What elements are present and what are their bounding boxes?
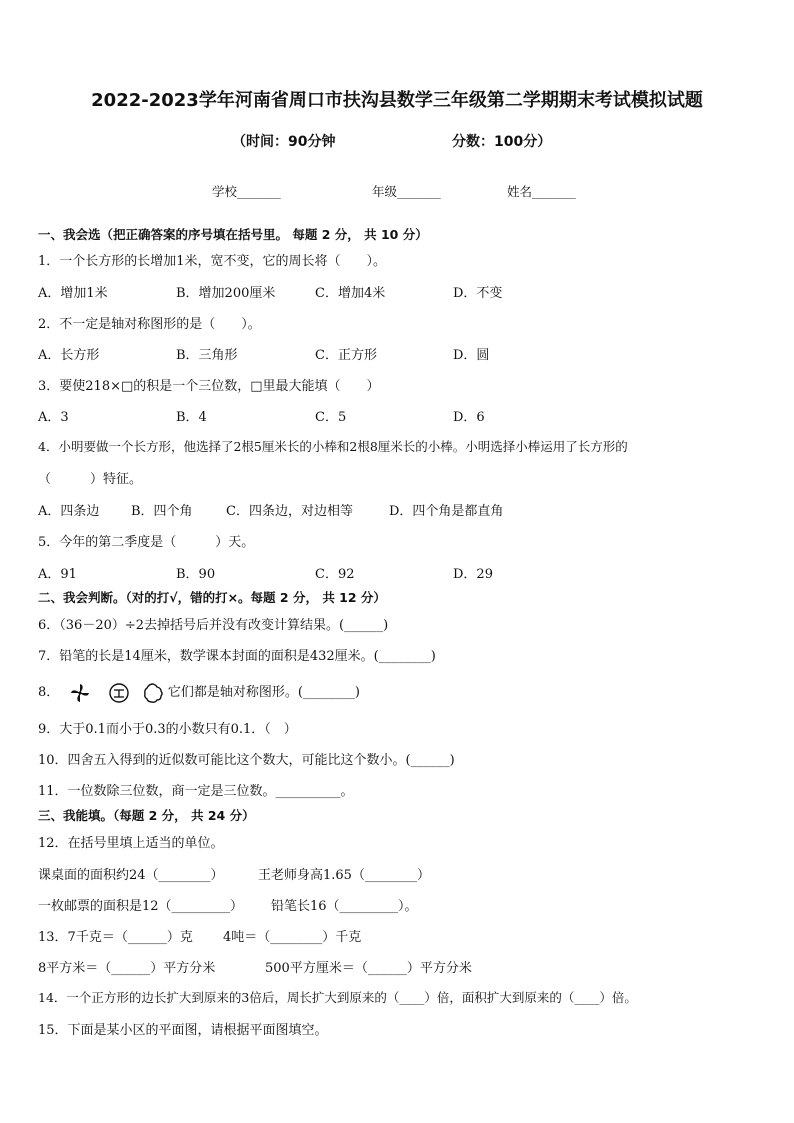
q5-option-b: B．90 xyxy=(176,567,216,582)
question-2: 2．不一定是轴对称图形的是（ ）。 xyxy=(38,317,261,332)
q1-option-a: A．增加1米 xyxy=(38,286,108,301)
q5-option-c: C．92 xyxy=(315,567,355,582)
question-11: 11．一位数除三位数，商一定是三位数。__________。 xyxy=(38,784,354,799)
question-8-number: 8． xyxy=(38,685,60,700)
question-9: 9．大于0.1而小于0.3的小数只有0.1．（ ） xyxy=(38,722,297,737)
section-2-title: 二、我会判断。（对的打√，错的打×。每题 2 分， 共 12 分） xyxy=(38,590,386,605)
q1-option-c: C．增加4米 xyxy=(315,286,386,301)
q4-option-d: D．四个角是都直角 xyxy=(389,504,504,519)
question-5: 5．今年的第二季度是（ ）天。 xyxy=(38,535,255,550)
q4-option-c: C．四条边，对边相等 xyxy=(226,504,353,519)
question-12-a: 课桌面的面积约24（________） xyxy=(38,868,224,883)
question-12-c: 一枚邮票的面积是12（_________） xyxy=(38,899,244,914)
question-4-line-2: （ ）特征。 xyxy=(38,472,143,487)
question-14: 14．一个正方形的边长扩大到原来的3倍后，周长扩大到原来的（____）倍，面积扩大到原来的（____）倍。 xyxy=(38,990,637,1005)
exam-score: 分数：100分） xyxy=(452,134,552,150)
question-3: 3．要使218×□的积是一个三位数，□里最大能填（ ） xyxy=(38,379,380,394)
circle-symbol-icon xyxy=(108,682,130,704)
question-1: 1．一个长方形的长增加1米，宽不变，它的周长将（ ）。 xyxy=(38,254,387,269)
question-15: 15．下面是某小区的平面图，请根据平面图填空。 xyxy=(38,1023,328,1038)
q4-option-b: B．四个角 xyxy=(131,504,193,519)
q1-option-d: D．不变 xyxy=(453,286,503,301)
q1-option-b: B．增加200厘米 xyxy=(176,286,276,301)
q2-option-d: D．圆 xyxy=(453,348,490,363)
grade-field: 年级_______ xyxy=(372,184,441,199)
question-12: 12．在括号里填上适当的单位。 xyxy=(38,836,224,851)
question-13-c: 8平方米＝（______）平方分米 xyxy=(38,961,216,976)
question-6: 6．（36－20）÷2去掉括号后并没有改变计算结果。(______) xyxy=(38,618,389,633)
question-7: 7．铅笔的长是14厘米，数学课本封面的面积是432厘米。(________) xyxy=(38,649,436,664)
question-10: 10．四舍五入得到的近似数可能比这个数大，可能比这个数小。(______) xyxy=(38,753,455,768)
q3-option-d: D．6 xyxy=(453,410,485,425)
section-1-title: 一、我会选（把正确答案的序号填在括号里。 每题 2 分， 共 10 分） xyxy=(38,227,428,242)
q2-option-b: B．三角形 xyxy=(176,348,238,363)
flower-shape-icon xyxy=(142,682,164,704)
question-12-d: 铅笔长16（_________）。 xyxy=(271,899,418,914)
q3-option-c: C．5 xyxy=(315,410,347,425)
q2-option-a: A．长方形 xyxy=(38,348,100,363)
question-13-b: 4吨＝（________）千克 xyxy=(223,930,362,945)
q5-option-a: A．91 xyxy=(38,567,77,582)
exam-time: （时间：90分钟 xyxy=(232,134,336,150)
question-13-a: 13．7千克＝（______）克 xyxy=(38,930,193,945)
pinwheel-icon xyxy=(69,682,91,704)
section-3-title: 三、我能填。（每题 2 分， 共 24 分） xyxy=(38,808,255,823)
q3-option-a: A．3 xyxy=(38,410,69,425)
q2-option-c: C．正方形 xyxy=(315,348,377,363)
name-field: 姓名_______ xyxy=(507,184,576,199)
q4-option-a: A．四条边 xyxy=(38,504,100,519)
question-8-text: 它们都是轴对称图形。(________) xyxy=(167,685,360,700)
q3-option-b: B．4 xyxy=(176,410,207,425)
question-12-b: 王老师身高1.65（________） xyxy=(258,868,430,883)
question-13-d: 500平方厘米＝（______）平方分米 xyxy=(265,961,472,976)
school-field: 学校_______ xyxy=(212,184,281,199)
page-title: 2022-2023学年河南省周口市扶沟县数学三年级第二学期期末考试模拟试题 xyxy=(91,90,703,111)
question-4-line-1: 4．小明要做一个长方形，他选择了2根5厘米长的小棒和2根8厘米长的小棒。小明选择小棒运用了长方形的 xyxy=(38,439,628,454)
question-8 xyxy=(38,681,360,704)
q5-option-d: D．29 xyxy=(453,567,493,582)
